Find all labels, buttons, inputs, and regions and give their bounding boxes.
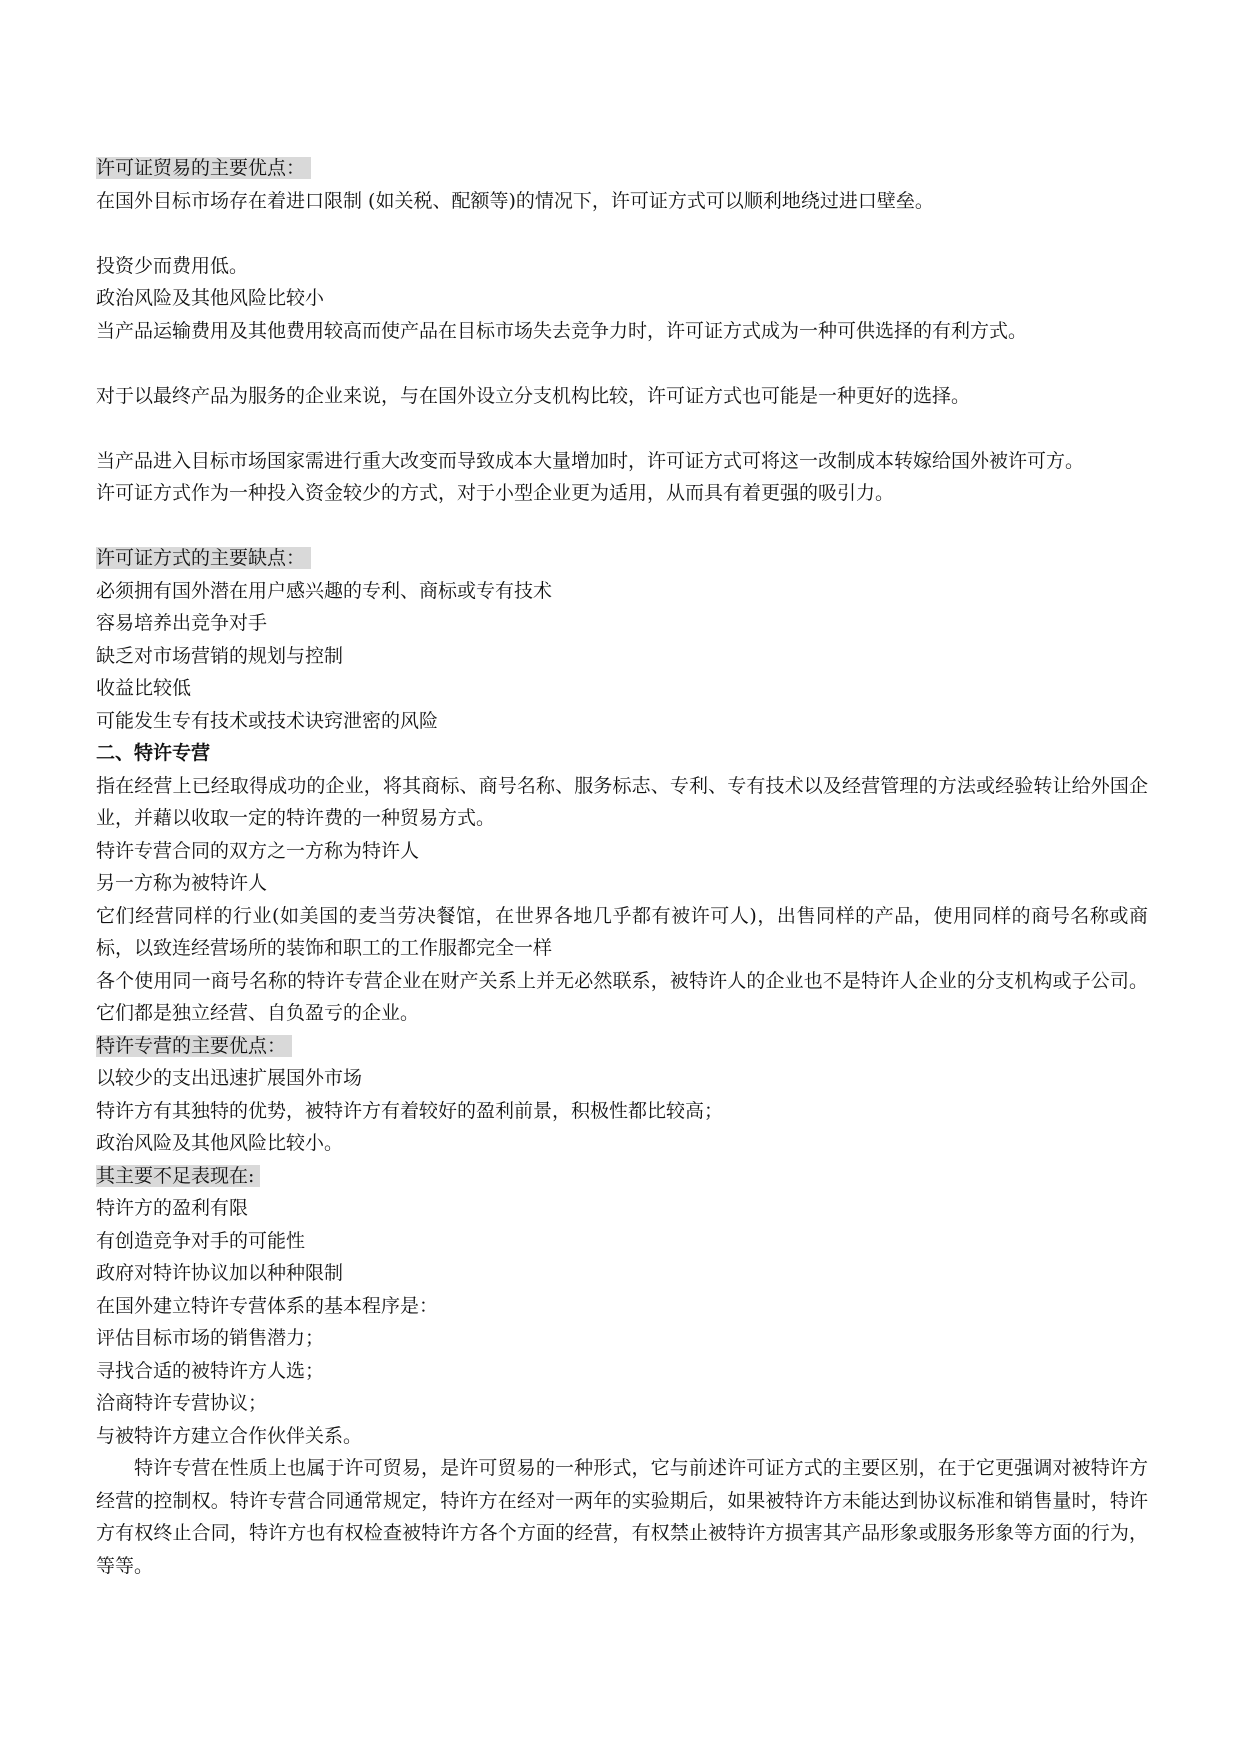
paragraph: 它们经营同样的行业(如美国的麦当劳决餐馆，在世界各地几乎都有被许可人)，出售同样的产品，使用同样的商号名称或商标，以致连经营场所的装饰和职工的工作服都完全一样 <box>96 904 1148 959</box>
list-item: 有创造竞争对手的可能性 <box>96 1229 306 1252</box>
paragraph: 当产品运输费用及其他费用较高而使产品在目标市场失去竞争力时，许可证方式成为一种可供选择的有利方式。 <box>96 319 1028 342</box>
list-item: 可能发生专有技术或技术诀窍泄密的风险 <box>96 709 439 732</box>
paragraph: 许可证方式作为一种投入资金较少的方式，对于小型企业更为适用，从而具有着更强的吸引力。 <box>96 482 895 504</box>
paragraph: 政治风险及其他风险比较小 <box>96 287 325 309</box>
paragraph: 当产品进入目标市场国家需进行重大改变而导致成本大量增加时，许可证方式可将这一改制成本转嫁给国外被许可方。 <box>96 449 1085 472</box>
list-item: 与被特许方建立合作伙伴关系。 <box>96 1424 363 1447</box>
franchise-disadvantages-heading: 其主要不足表现在: <box>96 1165 260 1187</box>
paragraph: 另一方称为被特许人 <box>96 872 268 894</box>
paragraph: 投资少而费用低。 <box>96 254 249 277</box>
list-item: 寻找合适的被特许方人选； <box>96 1359 325 1382</box>
list-item: 特许方的盈利有限 <box>96 1197 249 1219</box>
license-disadvantages-heading-line <box>96 542 1148 575</box>
paragraph: 特许专营合同的双方之一方称为特许人 <box>96 839 420 862</box>
license-disadvantages-heading: 许可证方式的主要缺点： <box>96 547 311 569</box>
list-item: 容易培养出竞争对手 <box>96 612 268 634</box>
list-item: 评估目标市场的销售潜力； <box>96 1327 325 1349</box>
franchise-advantages-heading: 特许专营的主要优点： <box>96 1035 292 1057</box>
license-advantages-heading: 许可证贸易的主要优点： <box>96 157 311 179</box>
list-item: 洽商特许专营协议； <box>96 1392 268 1414</box>
paragraph: 对于以最终产品为服务的企业来说，与在国外设立分支机构比较，许可证方式也可能是一种更好的选择。 <box>96 384 971 407</box>
list-item: 以较少的支出迅速扩展国外市场 <box>96 1067 363 1089</box>
document-page <box>96 152 1148 1582</box>
list-item: 特许方有其独特的优势，被特许方有着较好的盈利前景，积极性都比较高； <box>96 1099 724 1122</box>
paragraph: 在国外目标市场存在着进口限制 (如关税、配额等)的情况下，许可证方式可以顺利地绕过进口壁垒。 <box>96 189 934 212</box>
closing-paragraph: 特许专营在性质上也属于许可贸易，是许可贸易的一种形式，它与前述许可证方式的主要区别，在于它更强调对被特许方经营的控制权。特许专营合同通常规定，特许方在经对一两年的实验期后，如果被特许方未能达到协议标准和销售量时，特许方有权终止合同，特许方也有权检查被特许方各个方面的经营，有权禁止被特许方损害其产品形象或服务形象等方面的行为，等等。 <box>96 1457 1148 1577</box>
list-item: 收益比较低 <box>96 677 192 699</box>
license-advantages-heading-line <box>96 152 1148 185</box>
list-item: 在国外建立特许专营体系的基本程序是： <box>96 1294 439 1317</box>
list-item: 缺乏对市场营销的规划与控制 <box>96 644 344 667</box>
list-item: 必须拥有国外潜在用户感兴趣的专利、商标或专有技术 <box>96 579 553 602</box>
list-item: 政治风险及其他风险比较小。 <box>96 1132 344 1154</box>
franchise-disadvantages-heading-line <box>96 1160 1148 1193</box>
list-item: 政府对特许协议加以种种限制 <box>96 1262 344 1284</box>
paragraph: 指在经营上已经取得成功的企业，将其商标、商号名称、服务标志、专利、专有技术以及经营管理的方法或经验转让给外国企业，并藉以收取一定的特许费的一种贸易方式。 <box>96 774 1148 829</box>
franchise-advantages-heading-line <box>96 1030 1148 1063</box>
section-heading-franchise: 二、特许专营 <box>96 742 211 764</box>
paragraph: 各个使用同一商号名称的特许专营企业在财产关系上并无必然联系，被特许人的企业也不是特许人企业的分支机构或子公司。它们都是独立经营、自负盈亏的企业。 <box>96 969 1148 1024</box>
